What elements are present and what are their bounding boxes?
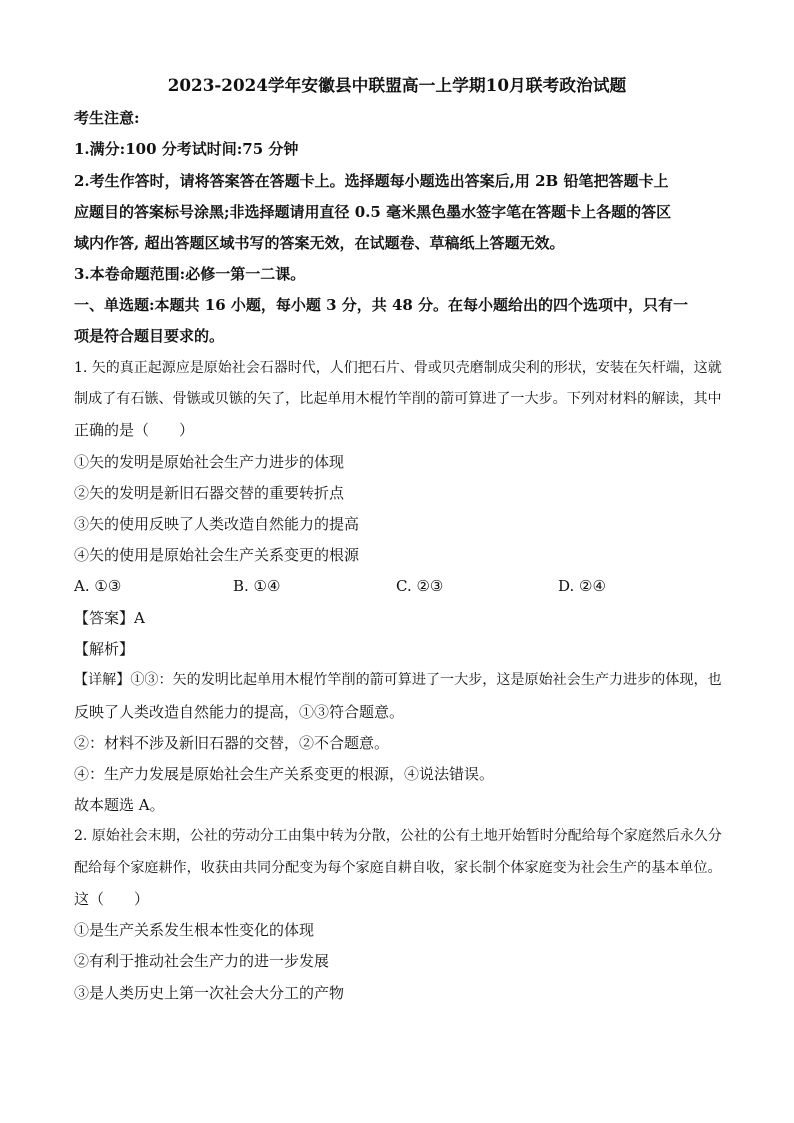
notice-item-2-line-2: 应题目的答案标号涂黑;非选择题请用直径 0.5 毫米黑色墨水签字笔在答题卡上各题的答区 bbox=[74, 203, 672, 221]
section-heading-line-2: 项是符合题目要求的。 bbox=[74, 327, 225, 345]
q1-option-d: D. ②④ bbox=[558, 577, 606, 595]
q1-analysis-label: 【解析】 bbox=[74, 640, 135, 658]
q1-stem-line-2: 制成了有石镞、骨镞或贝镞的矢了，比起单用木棍竹竿削的箭可算进了一大步。下列对材料的解读，其中 bbox=[74, 391, 722, 407]
q1-statement-1: ①矢的发明是原始社会生产力进步的体现 bbox=[74, 453, 345, 471]
q1-answer: 【答案】A bbox=[74, 609, 145, 627]
q2-stem-line-3: 这（ ） bbox=[74, 890, 150, 908]
q1-stem-line-3: 正确的是（ ） bbox=[74, 421, 195, 439]
q1-option-a: A. ①③ bbox=[74, 577, 122, 595]
page-title: 2023-2024学年安徽县中联盟高一上学期10月联考政治试题 bbox=[167, 75, 627, 95]
notice-heading: 考生注意: bbox=[74, 109, 140, 127]
q2-stem-line-1: 2. 原始社会末期，公社的劳动分工由集中转为分散，公社的公有土地开始暂时分配给每个家庭然后永久分 bbox=[74, 828, 722, 844]
notice-item-1: 1.满分:100 分考试时间:75 分钟 bbox=[74, 140, 299, 158]
notice-item-2-line-1: 2.考生作答时，请将答案答在答题卡上。选择题每小题选出答案后,用 2B 铅笔把答题卡上 bbox=[74, 172, 669, 190]
q1-statement-2: ②矢的发明是新旧石器交替的重要转折点 bbox=[74, 484, 345, 502]
notice-item-2-line-3: 域内作答, 超出答题区域书写的答案无效，在试题卷、草稿纸上答题无效。 bbox=[74, 234, 565, 252]
q2-statement-1: ①是生产关系发生根本性变化的体现 bbox=[74, 921, 315, 939]
q1-detail-line-1: 【详解】①③：矢的发明比起单用木棍竹竿削的箭可算进了一大步，这是原始社会生产力进步的体现，也 bbox=[74, 672, 722, 688]
q1-detail-line-4: ④：生产力发展是原始社会生产关系变更的根源，④说法错误。 bbox=[74, 765, 495, 783]
q2-statement-2: ②有利于推动社会生产力的进一步发展 bbox=[74, 952, 330, 970]
q2-statement-3: ③是人类历史上第一次社会大分工的产物 bbox=[74, 984, 345, 1002]
q1-option-c: C. ②③ bbox=[396, 577, 444, 595]
q1-statement-3: ③矢的使用反映了人类改造自然能力的提高 bbox=[74, 515, 360, 533]
q1-detail-line-2: 反映了人类改造自然能力的提高，①③符合题意。 bbox=[74, 703, 405, 721]
q1-conclusion: 故本题选 A。 bbox=[74, 796, 165, 814]
q1-statement-4: ④矢的使用是原始社会生产关系变更的根源 bbox=[74, 546, 360, 564]
q1-option-b: B. ①④ bbox=[233, 577, 281, 595]
notice-item-3: 3.本卷命题范围:必修一第一二课。 bbox=[74, 265, 306, 283]
q1-detail-line-3: ②：材料不涉及新旧石器的交替，②不合题意。 bbox=[74, 734, 390, 752]
q2-stem-line-2: 配给每个家庭耕作，收获由共同分配变为每个家庭自耕自收，家长制个体家庭变为社会生产的基本单位。 bbox=[74, 860, 722, 876]
q1-stem-line-1: 1. 矢的真正起源应是原始社会石器时代，人们把石片、骨或贝壳磨制成尖利的形状，安装在矢杆端，这就 bbox=[74, 360, 722, 376]
section-heading-line-1: 一、单选题:本题共 16 小题，每小题 3 分，共 48 分。在每小题给出的四个选项中，只有一 bbox=[74, 296, 689, 314]
